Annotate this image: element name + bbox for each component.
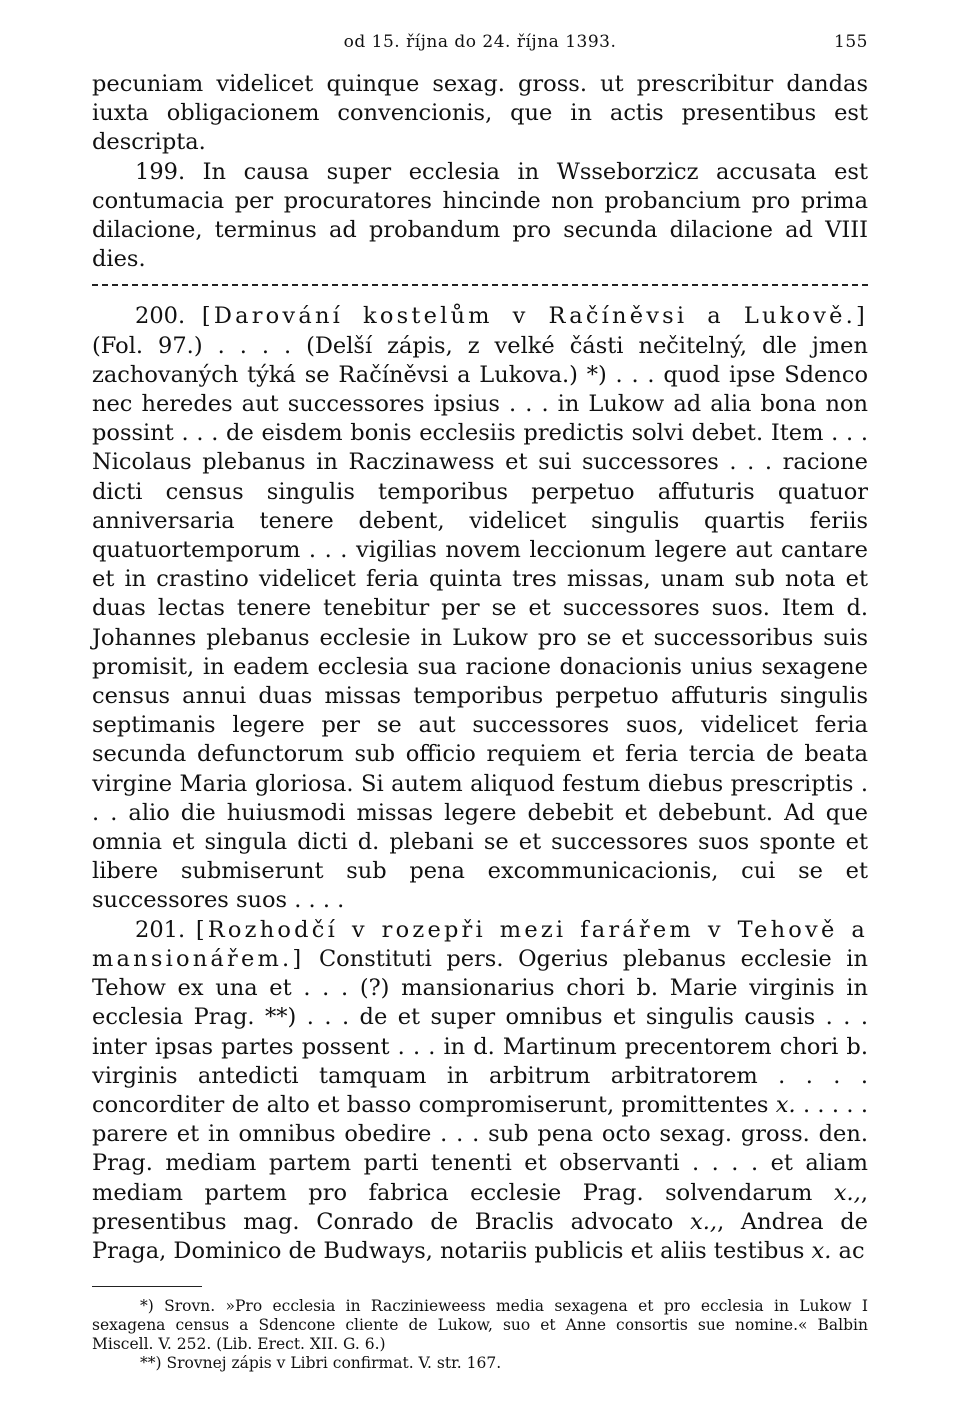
entry-text-201-a: Constituti pers. Ogerius plebanus ecclesie in Tehow ex una et . . . (?) mansionarius chori b. Marie virginis in ecclesia Prag. **) . . . de et super omnibus et singulis causis . . . inter ipsas partes possent . . . in d. Martinum precentorem chori b. virginis antedicti tamquam in arbitrum arbitratorem . . . . concorditer de alto et basso compromiserunt, promittentes bbox=[92, 945, 868, 1118]
entry-text-201-c: , presentibus mag. Conrado de Braclis advocato bbox=[92, 1179, 868, 1235]
x-mark-3: x., bbox=[690, 1208, 718, 1235]
entry-text-200: (Fol. 97.) . . . . (Delší zápis, z velké části nečitelný, dle jmen zachovaných týká se Račíněvsi a Lukova.) *) . . . quod ipse Sdenco nec heredes aut successores ipsius . . . in Lukow ad alia bona non possint . . . de eisdem bonis ecclesiis predictis solvi debet. Item . . . Nicolaus plebanus in Raczinawess et sui successores . . . racione dicti census singulis temporibus perpetuo affuturis quatuor anniversaria tenere debent, videlicet singulis quartis feriis quatuortemporum . . . vigilias novem leccionum legere aut cantare et in crastino videlicet feria quinta tres missas, unam sub nota et duas lectas tenere tenebitur per se et successores suos. Item d. Johannes plebanus ecclesie in Lukow pro se et successoribus suis promisit, in eadem ecclesia sua racione donacionis unius sexagene census annui duas missas temporibus perpetuo affuturis singulis septimanis legere per se aut successores suos, videlicet feria secunda defunctorum sub officio requiem et feria tercia de beata virgine Maria gloriosa. Si autem aliquod festum diebus prescriptis . . . alio die huiusmodi missas legere debebit et debebunt. Ad que omnia et singula dicti d. plebani se et successores suos sponte et libere submiserunt sub pena excommunicacionis, cui se et successores suos . . . . bbox=[92, 332, 868, 914]
footnote-rule bbox=[92, 1286, 202, 1287]
paragraph-continued: pecuniam videlicet quinque sexag. gross. ut prescribitur dandas iuxta obligacionem convencionis, que in actis presentibus est descripta. bbox=[92, 71, 868, 156]
x-mark-2: x., bbox=[833, 1179, 861, 1206]
x-mark-1: x. bbox=[775, 1091, 796, 1118]
entry-number-201: 201. bbox=[135, 916, 186, 943]
document-page bbox=[92, 22, 868, 1373]
paragraph-199: 199. In causa super ecclesia in Wsseborzicz accusata est contumacia per procuratores hincinde non probancium pro prima dilacione, terminus ad probandum pro secunda dilacione ad VIII dies. bbox=[92, 158, 868, 273]
page-number: 155 bbox=[834, 32, 868, 52]
paragraph-200 bbox=[92, 302, 868, 915]
paragraph-201 bbox=[92, 916, 868, 1266]
entry-title-200: [Darování kostelům v Račíněvsi a Lukově.] bbox=[201, 303, 869, 330]
entry-title-201: [Rozhodčí v rozepři mezi farářem v Tehově a mansionářem.] bbox=[92, 916, 868, 972]
entry-text-201-d: , Andrea de Praga, Dominico de Budways, notariis publicis et aliis testibus bbox=[92, 1208, 868, 1264]
entry-text-201-b: . . . . . parere et in omnibus obedire . . . sub pena octo sexag. gross. den. Prag. mediam partem parti tenenti et observanti . . . . et aliam mediam partem pro fabrica ecclesie Prag. solvendarum bbox=[92, 1091, 868, 1206]
footnote-1: *) Srovn. »Pro ecclesia in Raczinieweess media sexagena et pro ecclesia in Lukow I sexagena census a Sdencone cliente de Lukow, suo et Anne consortis sue nomine.« Balbin Miscell. V. 252. (Lib. Erect. XII. G. 6.) bbox=[92, 1297, 868, 1354]
entry-number-200: 200. bbox=[135, 303, 186, 330]
running-header bbox=[92, 22, 868, 70]
dashed-separator bbox=[92, 284, 868, 286]
running-title: od 15. října do 24. října 1393. bbox=[343, 32, 617, 52]
footnotes bbox=[92, 1297, 868, 1373]
x-mark-4: x. bbox=[811, 1237, 832, 1264]
entry-text-201-e: ac bbox=[838, 1237, 865, 1264]
footnote-2: **) Srovnej zápis v Libri confirmat. V. str. 167. bbox=[140, 1354, 502, 1373]
main-text bbox=[92, 70, 868, 1266]
